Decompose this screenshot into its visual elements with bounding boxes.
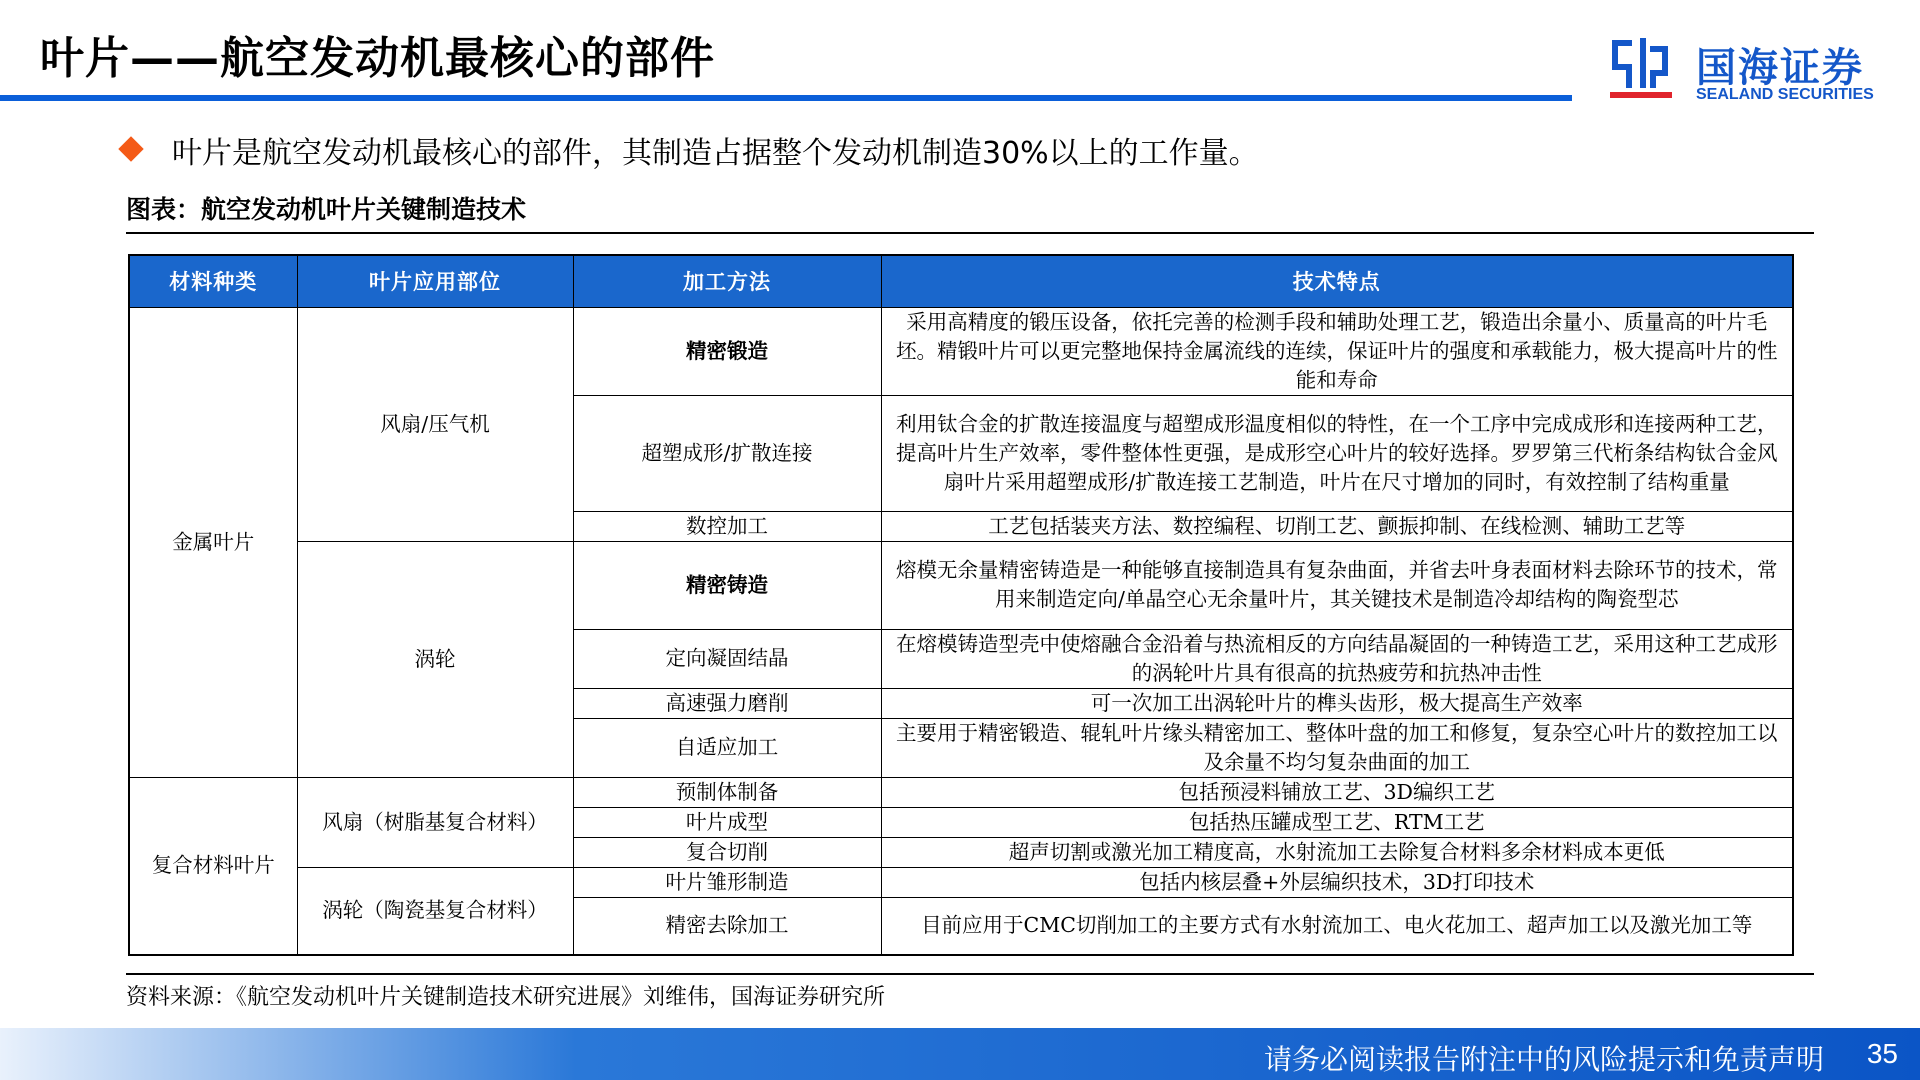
part-cell: 涡轮（陶瓷基复合材料） (297, 867, 573, 955)
method-cell: 定向凝固结晶 (573, 629, 881, 688)
feature-cell: 目前应用于CMC切削加工的主要方式有水射流加工、电火花加工、超声加工以及激光加工等 (881, 897, 1793, 955)
method-cell: 预制体制备 (573, 777, 881, 807)
disclaimer-text: 请务必阅读报告附注中的风险提示和免责声明 (1263, 1043, 1824, 1076)
method-cell: 高速强力磨削 (573, 688, 881, 718)
footer-bar (0, 1028, 1920, 1080)
header-features: 技术特点 (881, 255, 1793, 307)
table-header-row (129, 255, 1793, 307)
feature-cell: 利用钛合金的扩散连接温度与超塑成形温度相似的特性，在一个工序中完成成形和连接两种工艺，提高叶片生产效率，零件整体性更强，是成形空心叶片的较好选择。罗罗第三代桁条结构钛合金风扇叶片采用超塑成形/扩散连接工艺制造，叶片在尺寸增加的同时，有效控制了结构重量 (881, 395, 1793, 511)
method-cell: 自适应加工 (573, 718, 881, 777)
method-cell: 精密锻造 (573, 307, 881, 395)
page-title: 叶片——航空发动机最核心的部件 (40, 33, 715, 84)
blade-tech-table (128, 254, 1794, 956)
feature-cell: 超声切割或激光加工精度高，水射流加工去除复合材料多余材料成本更低 (881, 837, 1793, 867)
feature-cell: 工艺包括装夹方法、数控编程、切削工艺、颤振抑制、在线检测、辅助工艺等 (881, 511, 1793, 541)
figure-title-rule (126, 232, 1814, 234)
table-row (129, 777, 1793, 807)
method-cell: 复合切削 (573, 837, 881, 867)
feature-cell: 包括热压罐成型工艺、RTM工艺 (881, 807, 1793, 837)
feature-cell: 包括内核层叠+外层编织技术，3D打印技术 (881, 867, 1793, 897)
part-cell: 风扇（树脂基复合材料） (297, 777, 573, 867)
logo-english-name: SEALAND SECURITIES (1696, 86, 1874, 103)
title-underline (0, 95, 1572, 101)
material-cell: 金属叶片 (129, 307, 297, 777)
method-cell: 超塑成形/扩散连接 (573, 395, 881, 511)
key-point-text: 叶片是航空发动机最核心的部件，其制造占据整个发动机制造30%以上的工作量。 (172, 136, 1259, 171)
table-row (129, 541, 1793, 629)
method-cell: 叶片雏形制造 (573, 867, 881, 897)
logo-chinese-name: 国海证券 (1696, 45, 1864, 91)
sealand-logo-icon (1610, 36, 1672, 102)
header-method: 加工方法 (573, 255, 881, 307)
feature-cell: 熔模无余量精密铸造是一种能够直接制造具有复杂曲面，并省去叶身表面材料去除环节的技术，常用来制造定向/单晶空心无余量叶片，其关键技术是制造冷却结构的陶瓷型芯 (881, 541, 1793, 629)
table-row (129, 307, 1793, 395)
table-row (129, 867, 1793, 897)
company-logo (1610, 36, 1890, 106)
figure-title: 图表：航空发动机叶片关键制造技术 (126, 195, 527, 224)
header-material: 材料种类 (129, 255, 297, 307)
feature-cell: 可一次加工出涡轮叶片的榫头齿形，极大提高生产效率 (881, 688, 1793, 718)
method-cell: 数控加工 (573, 511, 881, 541)
feature-cell: 采用高精度的锻压设备，依托完善的检测手段和辅助处理工艺，锻造出余量小、质量高的叶片毛坯。精锻叶片可以更完整地保持金属流线的连续，保证叶片的强度和承载能力，极大提高叶片的性能和寿命 (881, 307, 1793, 395)
part-cell: 涡轮 (297, 541, 573, 777)
material-cell: 复合材料叶片 (129, 777, 297, 955)
method-cell: 叶片成型 (573, 807, 881, 837)
part-cell: 风扇/压气机 (297, 307, 573, 541)
method-cell: 精密铸造 (573, 541, 881, 629)
header-part: 叶片应用部位 (297, 255, 573, 307)
method-cell: 精密去除加工 (573, 897, 881, 955)
feature-cell: 在熔模铸造型壳中使熔融合金沿着与热流相反的方向结晶凝固的一种铸造工艺，采用这种工艺成形的涡轮叶片具有很高的抗热疲劳和抗热冲击性 (881, 629, 1793, 688)
source-rule (126, 973, 1814, 975)
page-number: 35 (1866, 1038, 1898, 1069)
feature-cell: 主要用于精密锻造、辊轧叶片缘头精密加工、整体叶盘的加工和修复，复杂空心叶片的数控加工以及余量不均匀复杂曲面的加工 (881, 718, 1793, 777)
diamond-bullet-icon (118, 136, 143, 161)
source-note: 资料来源：《航空发动机叶片关键制造技术研究进展》刘维伟，国海证券研究所 (126, 985, 886, 1010)
feature-cell: 包括预浸料铺放工艺、3D编织工艺 (881, 777, 1793, 807)
